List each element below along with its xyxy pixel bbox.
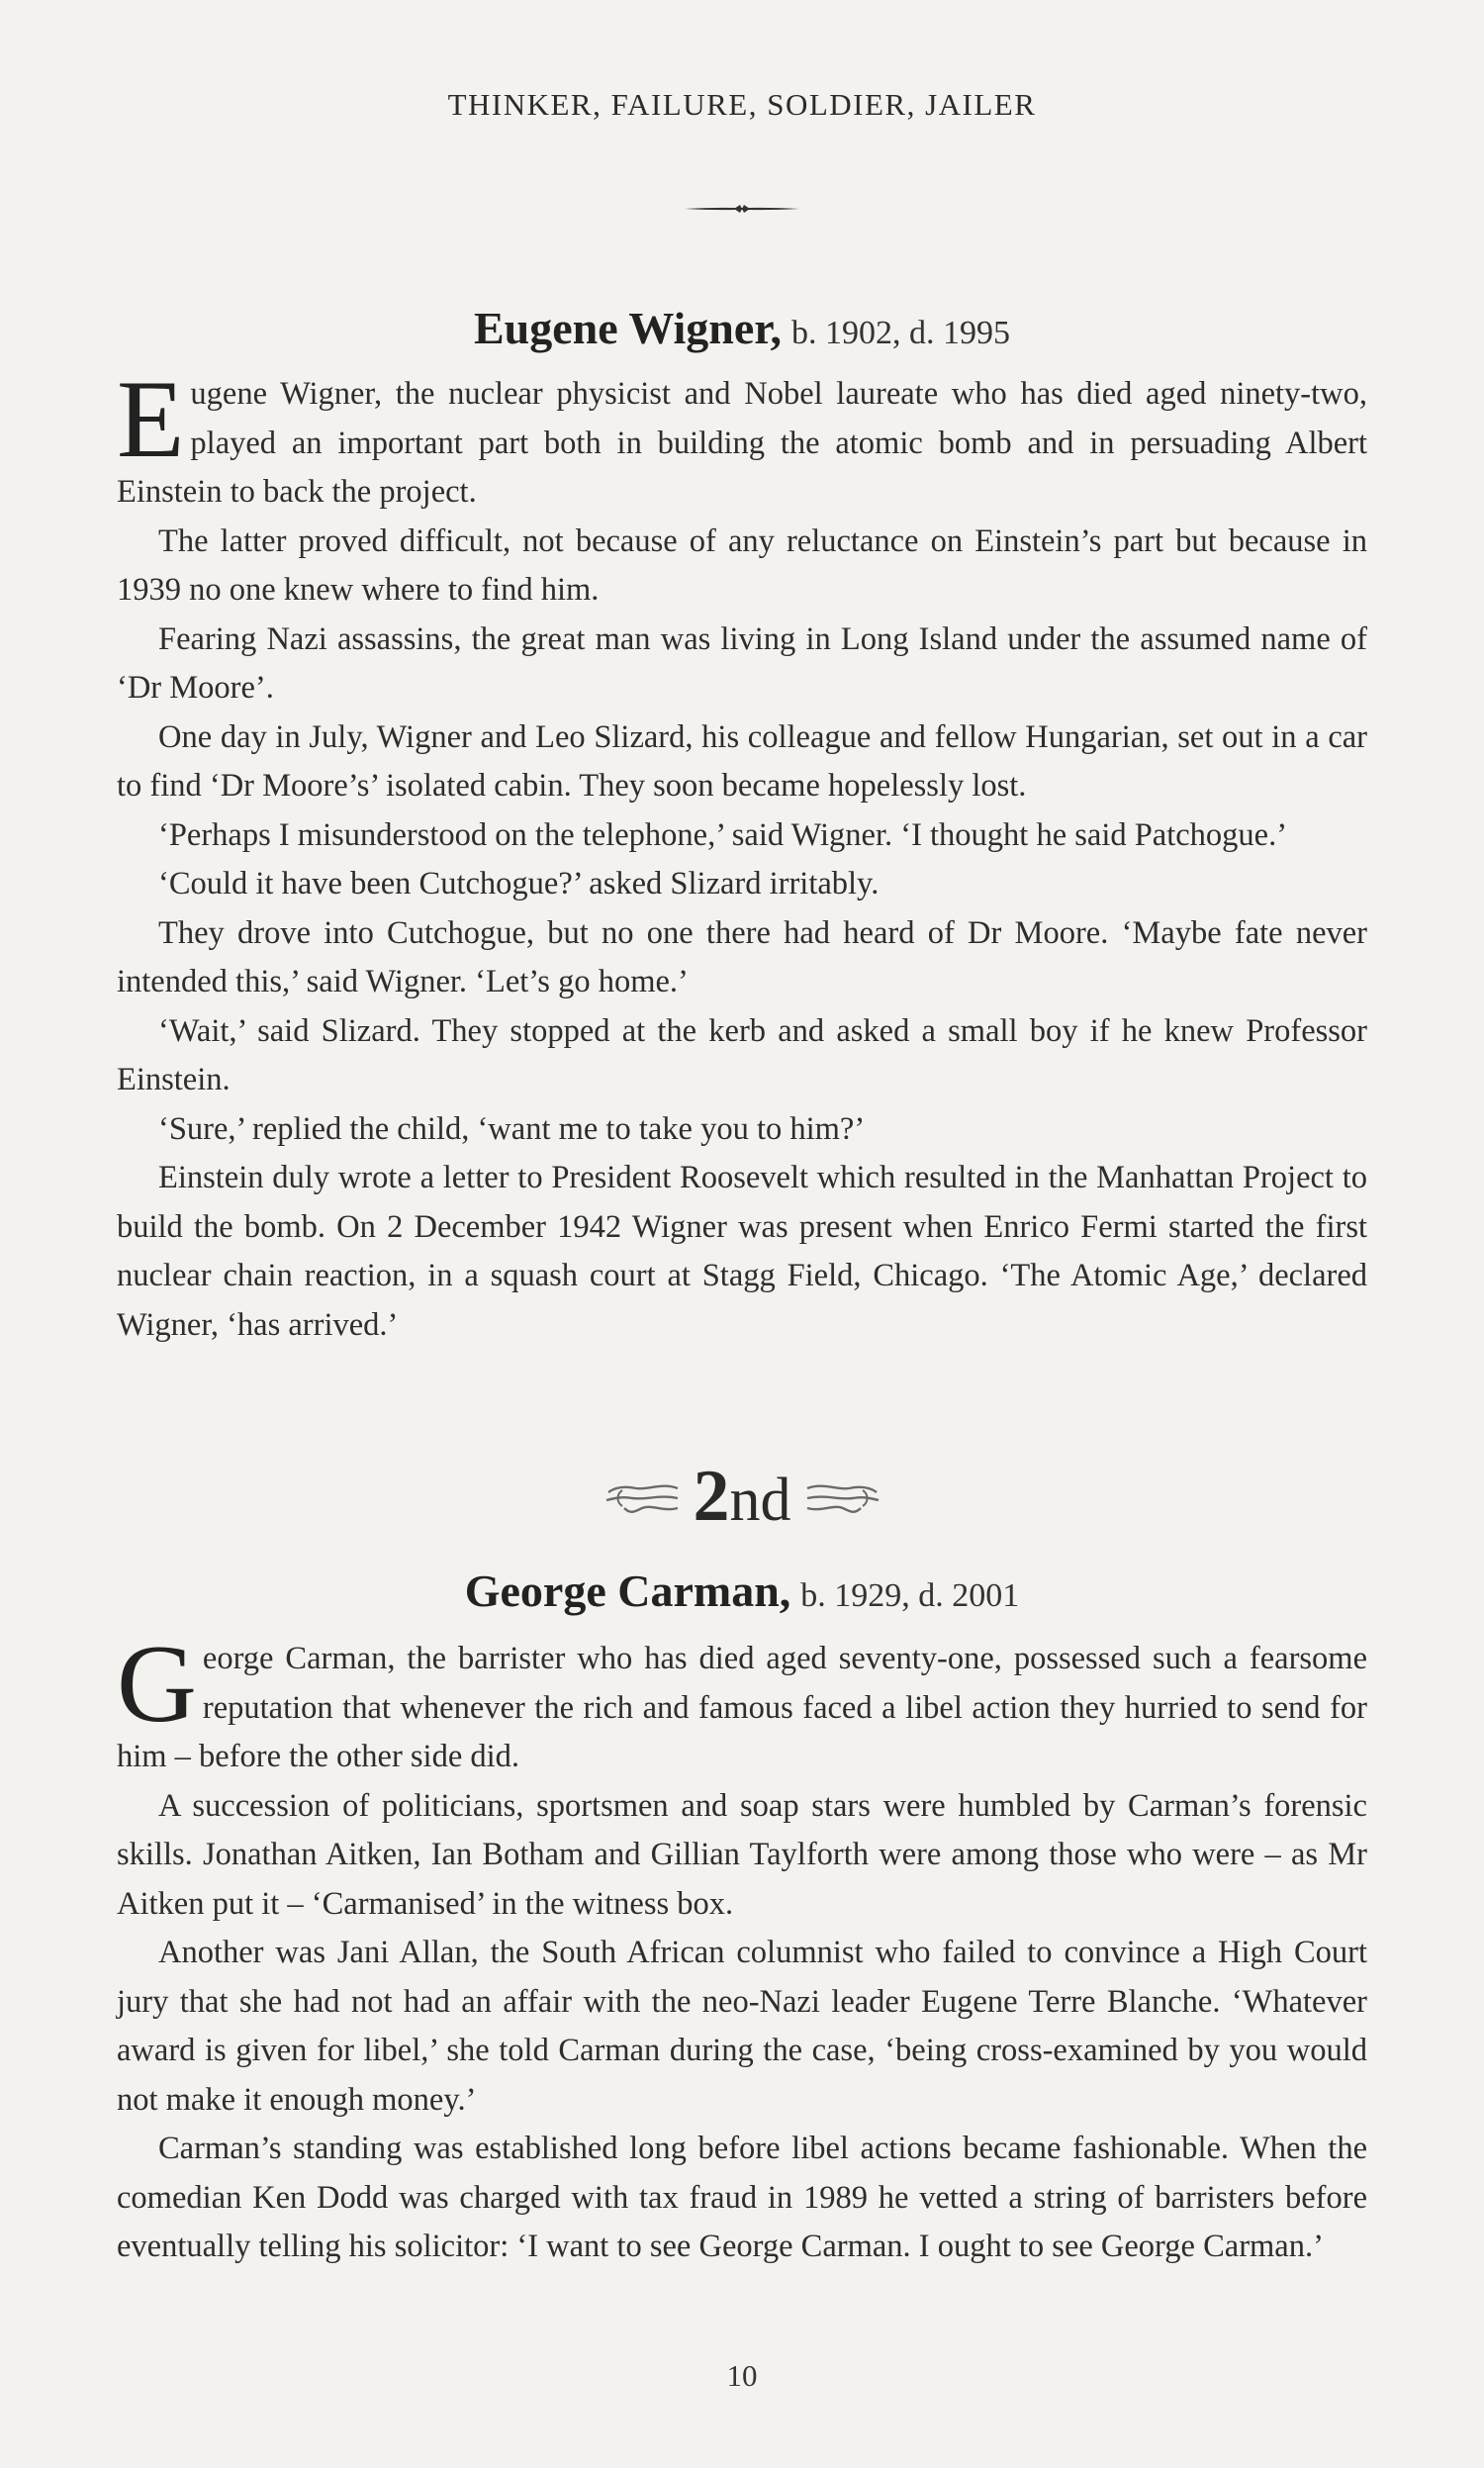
right-flourish-icon [805,1478,882,1518]
paragraph: A succession of politicians, sportsmen and soap stars were humbled by Carman’s forensic skills. Jonathan Aitken, Ian Botham and Gillian Taylforth were among those who were – as Mr Aitken put it – ‘Carmanised’ in the witness box. [117,1787,1367,1922]
paragraph: George Carman, the barrister who has died aged seventy-one, possessed such a fearsome reputation that whenever the rich and famous faced a libel action they hurried to send for him – before the other side did. [117,1623,1367,1774]
paragraph: They drove into Cutchogue, but no one there had heard of Dr Moore. ‘Maybe fate never intended this,’ said Wigner. ‘Let’s go home.’ [117,914,1367,999]
page-number: 10 [726,2358,758,2393]
obituary-name: Eugene Wigner, [474,303,782,353]
paragraph: ‘Sure,’ replied the child, ‘want me to take you to him?’ [158,1110,866,1147]
paragraph: ‘Could it have been Cutchogue?’ asked Slizard irritably. [158,866,880,902]
obituary-name: George Carman, [464,1566,791,1616]
obituary-body [117,358,1367,1350]
obituary-heading [117,302,1367,354]
drop-cap: G [117,1623,197,1746]
left-flourish-icon [603,1478,680,1518]
paragraph: Carman’s standing was established long before libel actions became fashionable. When the comedian Ken Dodd was charged with tax fraud in 1989 he vetted a string of barristers before eventually telling his solicitor: ‘I want to see George Carman. I ought to see George Carman.’ [117,2131,1367,2264]
paragraph: Einstein duly wrote a letter to President Roosevelt which resulted in the Manhattan Project to build the bomb. On 2 December 1942 Wigner was present when Enrico Fermi started the first nuclear chain reaction, in a squash court at Stagg Field, Chicago. ‘The Atomic Age,’ declared Wigner, ‘has arrived.’ [117,1160,1367,1343]
obituary-heading [117,1565,1367,1617]
paragraph: Another was Jani Allan, the South African columnist who failed to convince a High Court jury that she had not had an affair with the neo-Nazi leader Eugene Terre Blanche. ‘Whatever award is given for libel,’ she told Carman during the case, ‘being cross-examined by you would not make it enough money.’ [117,1935,1367,2118]
rank-label: 2nd [693,1456,791,1537]
paragraph: The latter proved difficult, not because of any reluctance on Einstein’s part but because in 1939 no one knew where to find him. [117,522,1367,608]
paragraph: Eugene Wigner, the nuclear physicist and Nobel laureate who has died aged ninety-two, played an important part both in building the atomic bomb and in persuading Albert Einstein to back the project. [117,358,1367,510]
paragraph: ‘Wait,’ said Slizard. They stopped at the kerb and asked a small boy if he knew Professor Einstein. [117,1012,1367,1097]
paragraph: Fearing Nazi assassins, the great man was living in Long Island under the assumed name of ‘Dr Moore’. [117,620,1367,706]
obituary-body [117,1623,1367,2272]
obituary-dates: b. 1902, d. 1995 [791,315,1010,351]
rule-ornament-icon [685,203,799,215]
running-head: THINKER, FAILURE, SOLDIER, JAILER [447,87,1037,122]
obituary-dates: b. 1929, d. 2001 [800,1577,1020,1614]
book-page [117,0,1367,2468]
drop-cap: E [117,358,185,481]
rank-marker [117,1447,1367,1546]
paragraph: One day in July, Wigner and Leo Slizard, his colleague and fellow Hungarian, set out in a car to find ‘Dr Moore’s’ isolated cabin. They soon became hopelessly lost. [117,718,1367,804]
paragraph: ‘Perhaps I misunderstood on the telephone,’ said Wigner. ‘I thought he said Patchogue.’ [158,816,1288,853]
